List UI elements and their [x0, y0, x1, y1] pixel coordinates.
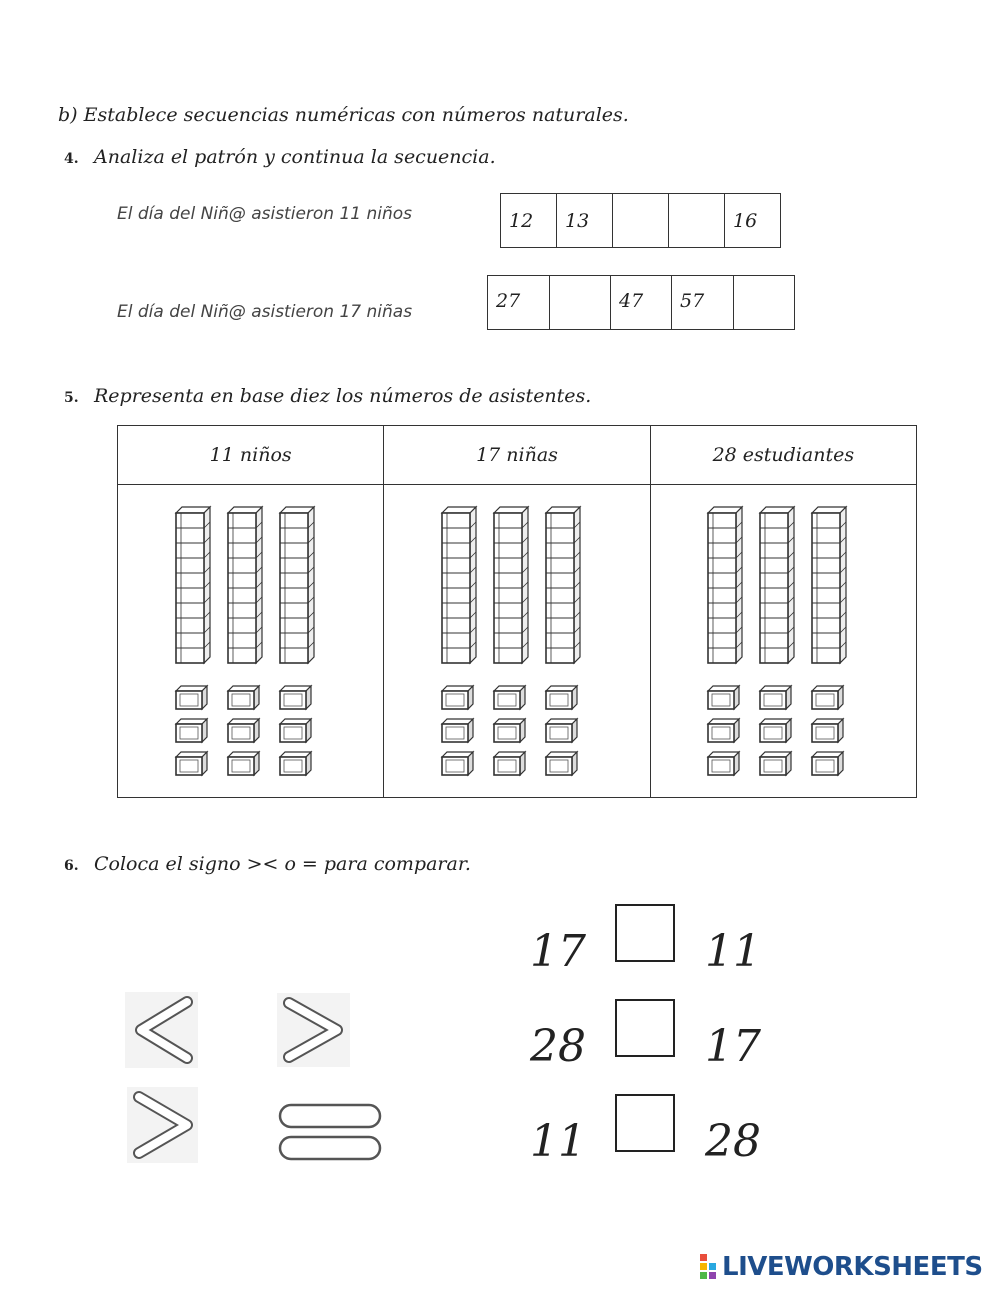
unit-cube-icon: [176, 719, 207, 742]
unit-cube-icon: [812, 686, 843, 709]
sequence-cell: 57: [672, 276, 734, 330]
question-number: 5.: [64, 390, 79, 406]
comparison-right-number: 17: [705, 1021, 761, 1072]
question-4: [64, 146, 496, 168]
comparison-right-number: 28: [705, 1116, 761, 1167]
unit-cube-icon: [228, 719, 259, 742]
unit-cube-icon: [546, 719, 577, 742]
unit-cube-icon: [280, 686, 311, 709]
question-instruction: Representa en base diez los números de asistentes.: [94, 385, 592, 407]
ten-rod-icon: [176, 507, 210, 663]
comparison-left-number: 28: [530, 1021, 586, 1072]
question-5: [64, 385, 591, 407]
question-6: [64, 853, 471, 875]
comparison-left-number: 17: [530, 926, 586, 977]
comparison-left-number: 11: [530, 1116, 586, 1167]
unit-cube-icon: [708, 686, 739, 709]
ten-rod-icon: [280, 507, 314, 663]
unit-cube-icon: [442, 686, 473, 709]
base-ten-cell: [384, 485, 650, 798]
unit-cube-icon: [546, 686, 577, 709]
greater-than-symbol-icon[interactable]: [127, 1087, 198, 1163]
sequence-table-1: [500, 193, 781, 248]
unit-cube-icon: [176, 752, 207, 775]
greater-than-symbol-icon[interactable]: [277, 993, 350, 1067]
base-ten-blocks: [698, 501, 868, 781]
base-ten-header: 17 niñas: [384, 426, 650, 485]
sequence-cell: 47: [611, 276, 672, 330]
question-instruction: Coloca el signo >< o = para comparar.: [94, 853, 471, 875]
sequence-cell: 13: [557, 194, 613, 248]
sequence-table-2: [487, 275, 795, 330]
comparison-answer-box[interactable]: [615, 999, 675, 1057]
unit-cube-icon: [708, 719, 739, 742]
unit-cube-icon: [812, 752, 843, 775]
question-number: 6.: [64, 858, 79, 874]
sequence-sentence-1: El día del Niñ@ asistieron 11 niños: [117, 204, 413, 224]
ten-rod-icon: [708, 507, 742, 663]
ten-rod-icon: [546, 507, 580, 663]
unit-cube-icon: [280, 719, 311, 742]
comparison-answer-box[interactable]: [615, 1094, 675, 1152]
unit-cube-icon: [708, 752, 739, 775]
base-ten-cell: [118, 485, 384, 798]
base-ten-blocks: [432, 501, 602, 781]
sequence-cell: 27: [488, 276, 550, 330]
unit-cube-icon: [812, 719, 843, 742]
unit-cube-icon: [760, 686, 791, 709]
unit-cube-icon: [494, 686, 525, 709]
unit-cube-icon: [280, 752, 311, 775]
ten-rod-icon: [760, 507, 794, 663]
sequence-blank-cell[interactable]: [669, 194, 725, 248]
unit-cube-icon: [760, 752, 791, 775]
base-ten-cell: [650, 485, 916, 798]
sequence-blank-cell[interactable]: [550, 276, 611, 330]
base-ten-table: [117, 425, 917, 798]
base-ten-header: 28 estudiantes: [650, 426, 916, 485]
unit-cube-icon: [760, 719, 791, 742]
unit-cube-icon: [546, 752, 577, 775]
unit-cube-icon: [494, 752, 525, 775]
unit-cube-icon: [442, 719, 473, 742]
ten-rod-icon: [228, 507, 262, 663]
logo-icon: [700, 1254, 722, 1280]
sequence-sentence-2: El día del Niñ@ asistieron 17 niñas: [117, 302, 413, 322]
unit-cube-icon: [228, 686, 259, 709]
equals-symbol-icon[interactable]: [277, 1102, 383, 1164]
liveworksheets-logo: [700, 1252, 983, 1282]
comparison-right-number: 11: [705, 926, 761, 977]
comparison-answer-box[interactable]: [615, 904, 675, 962]
unit-cube-icon: [442, 752, 473, 775]
unit-cube-icon: [228, 752, 259, 775]
base-ten-blocks: [166, 501, 336, 781]
unit-cube-icon: [176, 686, 207, 709]
sequence-cell: 12: [501, 194, 557, 248]
ten-rod-icon: [812, 507, 846, 663]
sequence-blank-cell[interactable]: [613, 194, 669, 248]
less-than-symbol-icon[interactable]: [125, 992, 198, 1068]
sequence-blank-cell[interactable]: [734, 276, 795, 330]
ten-rod-icon: [442, 507, 476, 663]
unit-cube-icon: [494, 719, 525, 742]
question-number: 4.: [64, 151, 79, 167]
base-ten-header: 11 niños: [118, 426, 384, 485]
sequence-cell: 16: [725, 194, 781, 248]
logo-text: LIVEWORKSHEETS: [722, 1252, 983, 1282]
section-heading: b) Establece secuencias numéricas con números naturales.: [58, 104, 629, 126]
question-instruction: Analiza el patrón y continua la secuencia.: [94, 146, 496, 168]
ten-rod-icon: [494, 507, 528, 663]
